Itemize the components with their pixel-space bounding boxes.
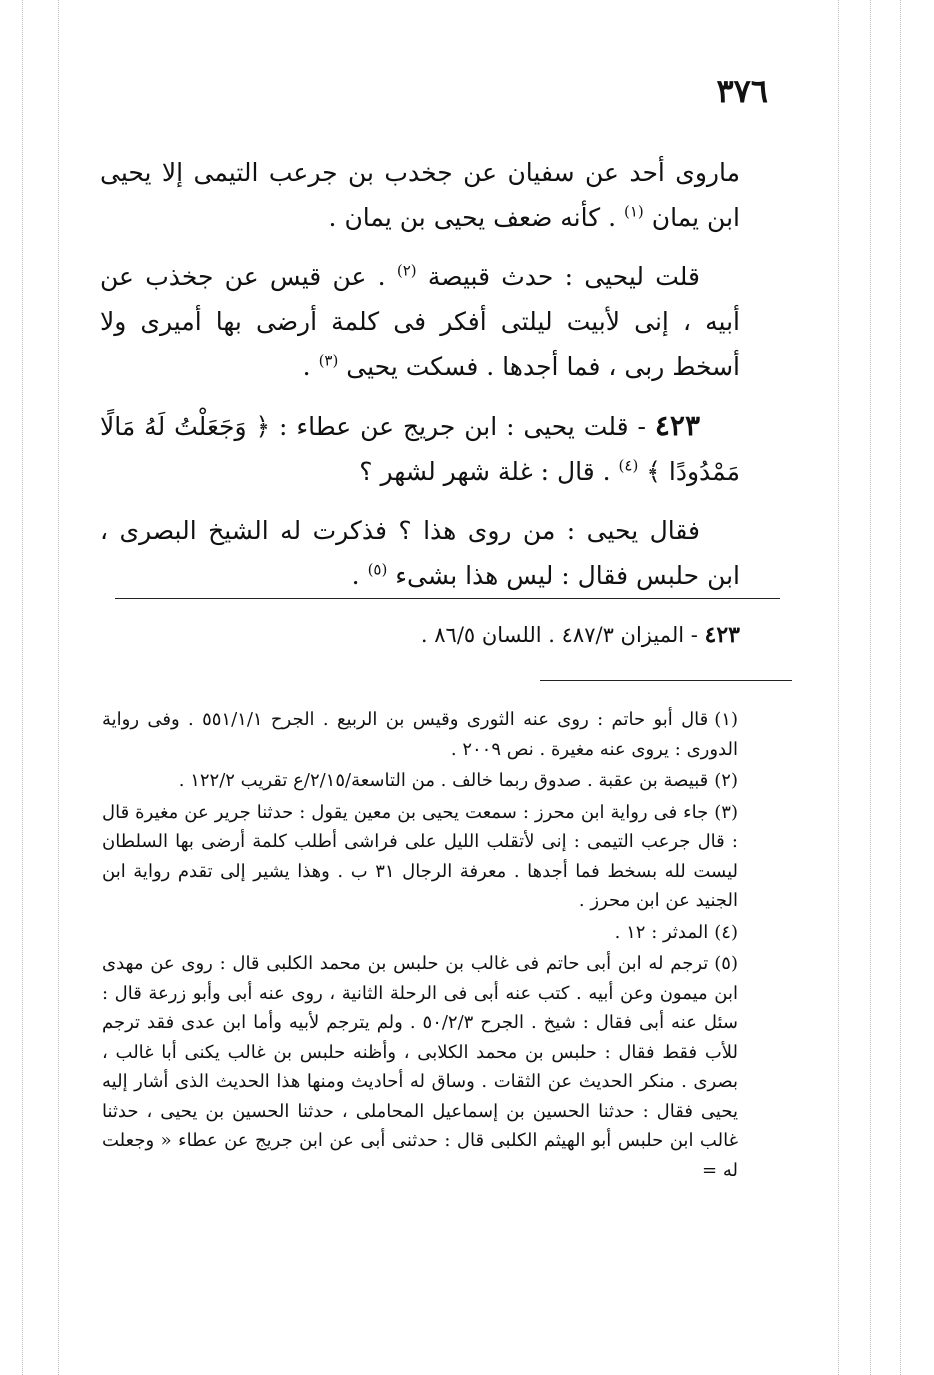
footnote-number: (٢) bbox=[714, 770, 738, 791]
margin-dotted-line bbox=[58, 0, 59, 1375]
entry-number: ٤٢٣ bbox=[704, 622, 740, 648]
paragraph: فقال يحيى : من روى هذا ؟ فذكرت له الشيخ البصرى ، ابن حلبس فقال : ليس هذا بشىء $^{(٥)}$ . bbox=[100, 516, 740, 590]
entry-number: ٤٢٣ bbox=[654, 409, 700, 442]
margin-dotted-line bbox=[870, 0, 871, 1375]
margin-dotted-line bbox=[22, 0, 23, 1375]
footnote-number: (٣) bbox=[714, 801, 738, 823]
footnote-ref: (٤) bbox=[618, 456, 639, 475]
footnote: (٥)ترجم له ابن أبى حاتم فى غالب بن حلبس بن محمد الكلبى قال : روى عن مهدى ابن ميمون وعن أبيه . كتب عنه أبى فى الرحلة الثانية ، روى عنه أبى وأبو زرعة قال : سئل عنه أبى فقال : شيخ . الجرح ٥٠/٢/٣ . ولم يترجم لأبيه وأما ابن عدى فقد ترجم للأب فقط فقال : حلبس بن محمد الكلابى ، وأظنه حلبس بن غالب يكنى أبا غالب ، بصرى . منكر الحديث عن الثقات . وساق له أحاديث ومنها هذا الحديث الذى أشار إليه يحيى فقال : حدثنا الحسين بن إسماعيل المحاملى ، حدثنا الحسين بن يحيى ، حدثنا غالب ابن حلبس أبو الهيثم الكلبى قال : حدثنى أبى عن ابن جريج عن عطاء « وجعلت له = bbox=[102, 953, 738, 1181]
footnote: (١)قال أبو حاتم : روى عنه الثورى وقيس بن الربيع . الجرح ٥٥١/١/١ . وفى رواية الدورى : يروى عنه مغيرة . نص ٢٠٠٩ . bbox=[102, 709, 738, 760]
footnote: (٣)جاء فى رواية ابن محرز : سمعت يحيى بن معين يقول : حدثنا جرير عن مغيرة قال : قال جرعب التيمى : إنى لأتقلب الليل على فراشى أطلب كلمة أرضى بها السلطان ليست لله بسخط فما أجدها . معرفة الرجال ٣١ ب . وهذا يشير إلى تقدم رواية ابن الجنيد عن ابن محرز . bbox=[102, 801, 738, 911]
footnote-ref: (٢) bbox=[396, 261, 417, 280]
footnote-number: (٤) bbox=[714, 921, 738, 943]
main-text bbox=[100, 150, 740, 612]
footnote-ref: (١) bbox=[623, 202, 644, 221]
margin-dotted-line bbox=[900, 0, 901, 1375]
entry-paragraph: ٤٢٣ - قلت يحيى : ابن جريج عن عطاء : ﴿ وَجَعَلْتُ لَهُ مَالًا مَمْدُودًا ﴾ $^{(٤)}$ . قال : غلة شهر لشهر ؟ bbox=[100, 409, 740, 486]
paragraph: ماروى أحد عن سفيان عن جخدب بن جرعب التيمى إلا يحيى ابن يمان $^{(١)}$ . كأنه ضعف يحيى بن يمان . bbox=[100, 158, 740, 232]
margin-dotted-line bbox=[838, 0, 839, 1375]
footnote-number: (٥) bbox=[714, 953, 738, 974]
paragraph: قلت ليحيى : حدث قبيصة $^{(٢)}$ . عن قيس عن جخذب عن أبيه ، إنى لأبيت ليلتى أفكر فى كلمة أرضى بها أميرى ولا أسخط ربى ، فما أجدها . فسكت يحيى $^{(٣)}$ . bbox=[100, 261, 740, 381]
footnote-number: (١) bbox=[714, 709, 738, 730]
page-number: ٣٧٦ bbox=[716, 72, 768, 110]
footnote-ref: (٥) bbox=[367, 560, 388, 579]
section-divider bbox=[115, 598, 780, 599]
footnote-ref: (٣) bbox=[318, 351, 339, 370]
footnote: (٢)قبيصة بن عقبة . صدوق ربما خالف . من التاسعة/٢/١٥/ع تقريب ١٢٢/٢ . bbox=[178, 770, 738, 791]
footnotes bbox=[102, 705, 738, 1187]
footnote: (٤)المدثر : ١٢ . bbox=[614, 921, 738, 943]
source-reference: ٤٢٣ - الميزان ٤٨٧/٣ . اللسان ٨٦/٥ . bbox=[420, 622, 740, 648]
footnote-divider bbox=[540, 680, 792, 681]
